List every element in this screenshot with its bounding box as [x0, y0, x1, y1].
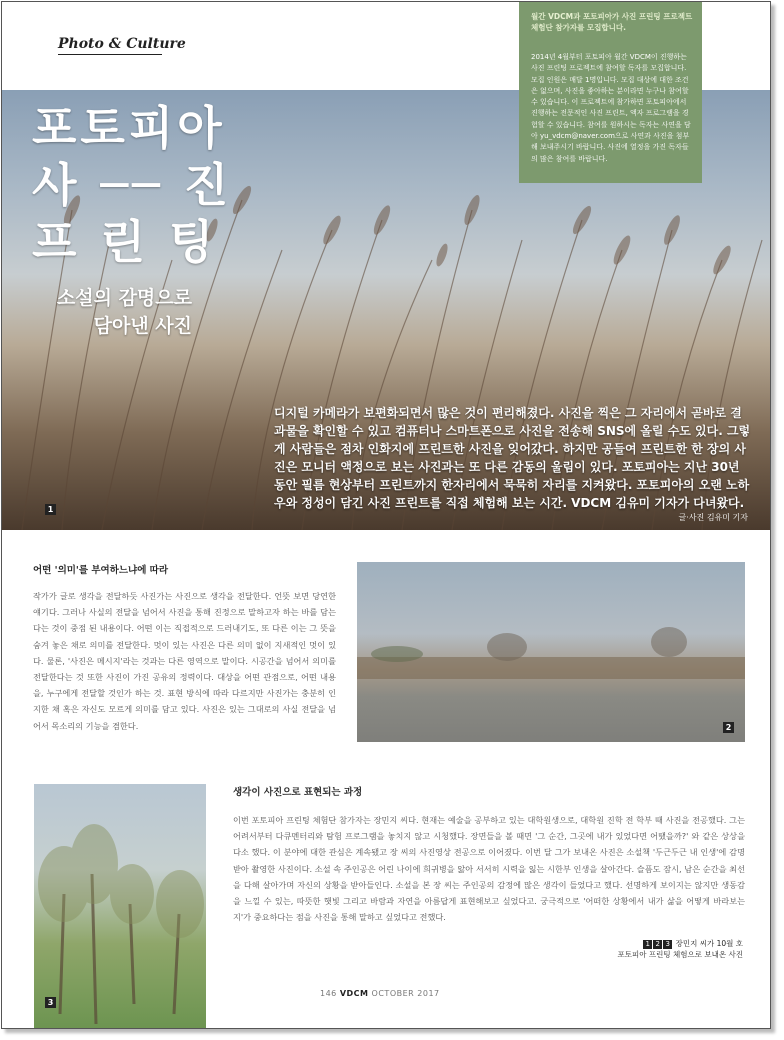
intro-text: 디지털 카메라가 보편화되면서 많은 것이 편리해졌다. 사진을 찍은 그 자리에서 곧바로 결과물을 확인할 수 있고 컴퓨터나 스마트폰으로 사진을 전송해 SNS에 올릴 수도 있다. 그렇게 사람들은 점차 인화지에 프린트한 사진을 잊어갔다. 하지만 공들여 프린트한 한 장의 사진은 모니터 액정으로 보는 사진과는 또 다른 감동의 울림이 있다. 포토피아는 지난 30년 동안 필름 현상부터 프린트까지 한자리에서 묵묵히 자리를 지켜왔다. 포토피아의 오랜 노하우와 정성이 담긴 사진 프린트를 직접 체험해 보는 시간. VDCM 김유미 기자가 다녀왔다. [274, 406, 751, 510]
section-body: 작가가 글로 생각을 전달하듯 사진가는 사진으로 생각을 전달한다. 언뜻 보면 당연한 얘기다. 그러나 사실의 전달을 넘어서 사진을 통해 진정으로 말하고자 하는 바를 담는다는 것이 중점 된 내용이다. 어떤 이는 직접적으로 드러내기도, 또 다른 이는 그 뜻을 숨겨 놓은 채로 의미를 전달한다. 멋이 있는 사진은 다른 의미 없이 지새적인 멋이 있다. 물론, '사진은 메시지'라는 것과는 다른 영역으로 말이다. 시공간을 넘어서 의미를 전달한다는 것 또한 사진이 가진 공유의 정력이다. 대상을 어떤 관점으로, 어떤 내용을, 누구에게 전달할 것인가 하는 것. 표현 방식에 따라 다르지만 사진가는 충분히 인지한 채 혹은 자신도 모르게 의미를 담고 있다. 사진은 있는 그대로의 사실 전달을 넘어서 목소리의 기능을 겸한다. [33, 591, 336, 731]
section-heading: 어떤 '의미'를 부여하느냐에 따라 [33, 565, 169, 576]
photo-number-badge: 2 [723, 722, 734, 733]
photo-blurred-landscape [357, 562, 745, 742]
section-rule [58, 54, 162, 55]
section-heading: 생각이 사진으로 표현되는 과정 [233, 787, 363, 798]
participant-notice-box [519, 2, 702, 183]
photo-number-badge: 1 [45, 504, 56, 515]
title-line: 프 린 팅 [32, 215, 218, 269]
landscape-illustration [357, 562, 745, 742]
caption-line: 장민지 씨가 10월 호 [675, 939, 743, 948]
page-number: 146 [320, 989, 337, 998]
page-footer [320, 989, 440, 998]
title-line: 사 ── 진 [32, 158, 233, 212]
subtitle-line: 담아낸 사진 [93, 315, 192, 337]
article-title [32, 100, 232, 271]
magazine-name: VDCM [339, 989, 369, 998]
section-label: Photo & Culture [58, 36, 186, 52]
notice-heading: 월간 VDCM과 포토피아가 사진 프린팅 프로젝트 체험단 참가자를 모집합니다. [531, 12, 693, 32]
trees-illustration [34, 784, 206, 1029]
caption-number: 1 [643, 940, 652, 949]
photo-number-badge: 3 [45, 997, 56, 1008]
notice-body: 2014년 4월부터 포토피아 월간 VDCM이 진행하는 사진 프린팅 프로젝트에 참여할 독자를 모집합니다. 모집 인원은 매달 1명입니다. 모집 대상에 대한 조건은 없으며, 사진을 좋아하는 분이라면 누구나 참여할 수 있습니다. 이 프로젝트에 참가하면 포토피아에서 진행하는 전문적인 사진 프린트, 액자 프로그램을 경험할 수 있습니다. 참여를 원하시는 독자는 사연을 담아 yu_vdcm@naver.com으로 사연과 사진을 첨부해 보내주시기 바랍니다. 사진에 열정을 가진 독자들의 많은 참여를 바랍니다. [531, 53, 691, 163]
issue-date: OCTOBER 2017 [371, 989, 440, 998]
photo-caption [618, 938, 743, 960]
title-line: 포토피아 [32, 101, 226, 155]
caption-number: 2 [653, 940, 662, 949]
magazine-page [1, 1, 771, 1029]
subtitle-line: 소설의 감명으로 [56, 287, 192, 309]
caption-number: 3 [663, 940, 672, 949]
photo-trees-meadow [34, 784, 206, 1029]
caption-line: 포토피아 프린팅 체험으로 보내온 사진 [617, 950, 743, 959]
article-subtitle [32, 284, 192, 340]
byline: 글·사진 김유미 기자 [678, 513, 748, 522]
section-body: 이번 포토피아 프린팅 체험단 참가자는 장민지 씨다. 현재는 예술을 공부하고 있는 대학원생으로, 대학원 진학 전 학부 때 사진을 전공했다. 그는 어려서부터 다큐멘터리와 탐험 프로그램을 놓치지 않고 시청했다. 장면들을 볼 때면 '그 순간, 그곳에 내가 있었다면 어땠을까?' 와 같은 상상을 다소 했다. 이 분야에 대한 관심은 계속됐고 장 씨의 사진영상 전공으로 이어졌다. 이번 달 그가 보내온 사진은 소설책 '두근두근 내 인생'에 감명받아 촬영한 사진이다. 소설 속 주인공은 어린 나이에 희귀병을 앓아 서서히 시력을 잃는 시한부 인생을 살아간다. 슬픔도 잠시, 남은 순간을 최선을 다해 살아가며 자신의 상황을 받아들인다. 소설을 본 장 씨는 주인공의 감정에 많은 생각이 들었다고 했다. 선명하게 보이지는 않지만 생동감을 느낄 수 있는, 따뜻한 햇빛 그리고 바람과 자연을 아름답게 표현해보고 싶었다고. 궁극적으로 '어떠한 상황에서 내가 삶을 어떻게 바라보는지'가 중요하다는 점을 사진을 통해 말하고 싶었다고 전했다. [233, 815, 745, 923]
